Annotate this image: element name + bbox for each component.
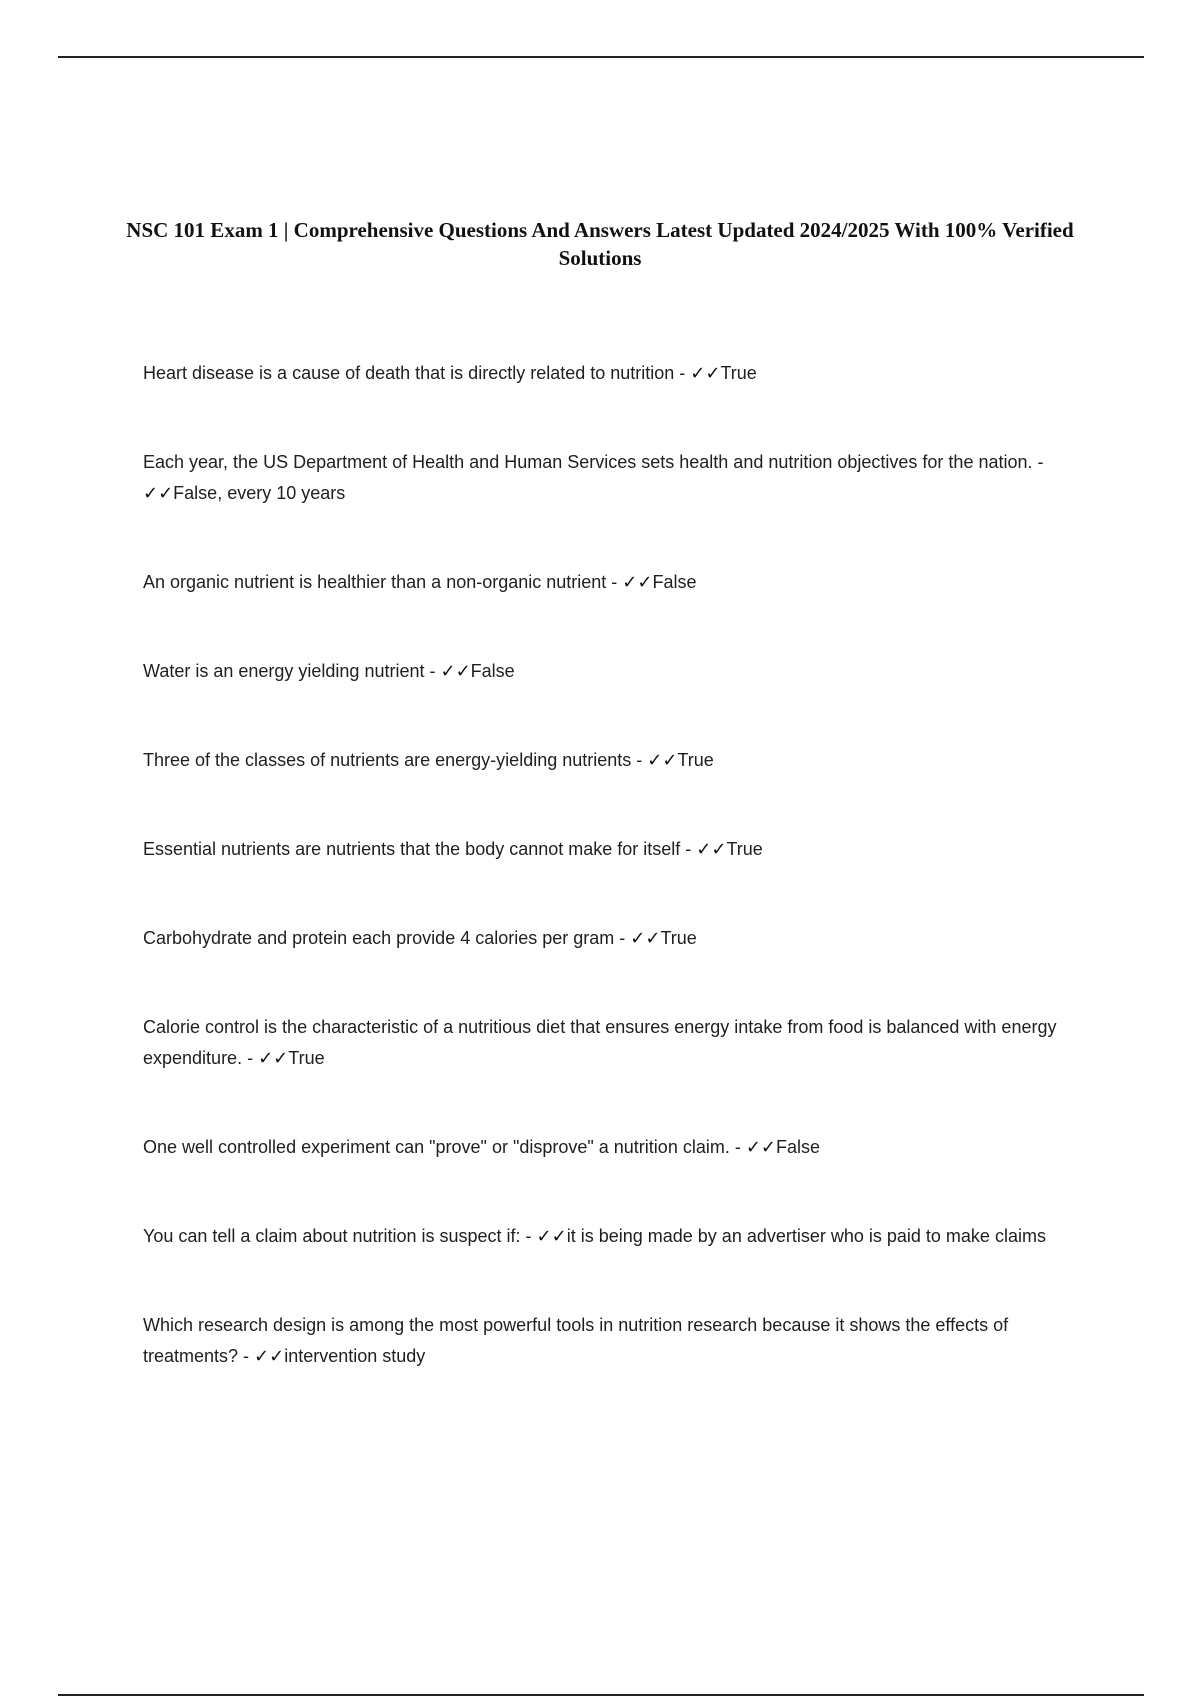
qa-list (143, 358, 1073, 1372)
check-mark-icon: ✓✓ (254, 1346, 285, 1366)
answer-text: True (660, 928, 697, 948)
answer-text: intervention study (284, 1346, 426, 1366)
question-text: Calorie control is the characteristic of a nutritious diet that ensures energy intake from food is balanced with energy expenditure. (143, 1017, 1057, 1068)
separator: - (674, 363, 691, 383)
question-text: Three of the classes of nutrients are energy-yielding nutrients (143, 750, 632, 770)
question-text: Carbohydrate and protein each provide 4 calories per gram (143, 928, 615, 948)
question-text: An organic nutrient is healthier than a non-organic nutrient (143, 572, 607, 592)
separator: - (631, 750, 648, 770)
bottom-rule (58, 1694, 1144, 1696)
separator: - (424, 661, 441, 681)
qa-item (143, 1310, 1073, 1372)
separator: - (242, 1048, 259, 1068)
check-mark-icon: ✓✓ (143, 483, 174, 503)
qa-item (143, 1221, 1073, 1252)
separator: - (520, 1226, 537, 1246)
answer-text: False (652, 572, 697, 592)
answer-text: False, every 10 years (173, 483, 346, 503)
document-title: NSC 101 Exam 1 | Comprehensive Questions And Answers Latest Updated 2024/2025 With 100% Verified Solutions (126, 218, 1074, 270)
answer-text: True (720, 363, 757, 383)
answer-text: True (726, 839, 763, 859)
qa-item (143, 1012, 1073, 1074)
question-text: Essential nutrients are nutrients that the body cannot make for itself (143, 839, 681, 859)
qa-item (143, 567, 1073, 598)
question-text: You can tell a claim about nutrition is suspect if: (143, 1226, 521, 1246)
question-text: Each year, the US Department of Health and Human Services sets health and nutrition objectives for the nation. (143, 452, 1033, 472)
question-text: One well controlled experiment can "prove" or "disprove" a nutrition claim. (143, 1137, 730, 1157)
separator: - (614, 928, 631, 948)
question-text: Water is an energy yielding nutrient (143, 661, 425, 681)
separator: - (680, 839, 697, 859)
qa-item (143, 656, 1073, 687)
qa-item (143, 1132, 1073, 1163)
check-mark-icon: ✓✓ (696, 839, 727, 859)
qa-item (143, 834, 1073, 865)
check-mark-icon: ✓✓ (440, 661, 471, 681)
question-text: Which research design is among the most powerful tools in nutrition research because it shows the effects of treatments? (143, 1315, 1009, 1366)
check-mark-icon: ✓✓ (630, 928, 661, 948)
separator: - (1032, 452, 1044, 472)
qa-item (143, 923, 1073, 954)
check-mark-icon: ✓✓ (690, 363, 721, 383)
separator: - (729, 1137, 746, 1157)
qa-item (143, 745, 1073, 776)
answer-text: False (470, 661, 515, 681)
check-mark-icon: ✓✓ (745, 1137, 776, 1157)
answer-text: False (776, 1137, 821, 1157)
answer-text: True (288, 1048, 325, 1068)
answer-text: True (677, 750, 714, 770)
check-mark-icon: ✓✓ (536, 1226, 567, 1246)
answer-text: it is being made by an advertiser who is paid to make claims (566, 1226, 1046, 1246)
check-mark-icon: ✓✓ (258, 1048, 289, 1068)
qa-item (143, 447, 1073, 509)
check-mark-icon: ✓✓ (647, 750, 678, 770)
separator: - (606, 572, 623, 592)
top-rule (58, 56, 1144, 58)
qa-item (143, 358, 1073, 389)
question-text: Heart disease is a cause of death that is directly related to nutrition (143, 363, 675, 383)
check-mark-icon: ✓✓ (622, 572, 653, 592)
separator: - (238, 1346, 255, 1366)
